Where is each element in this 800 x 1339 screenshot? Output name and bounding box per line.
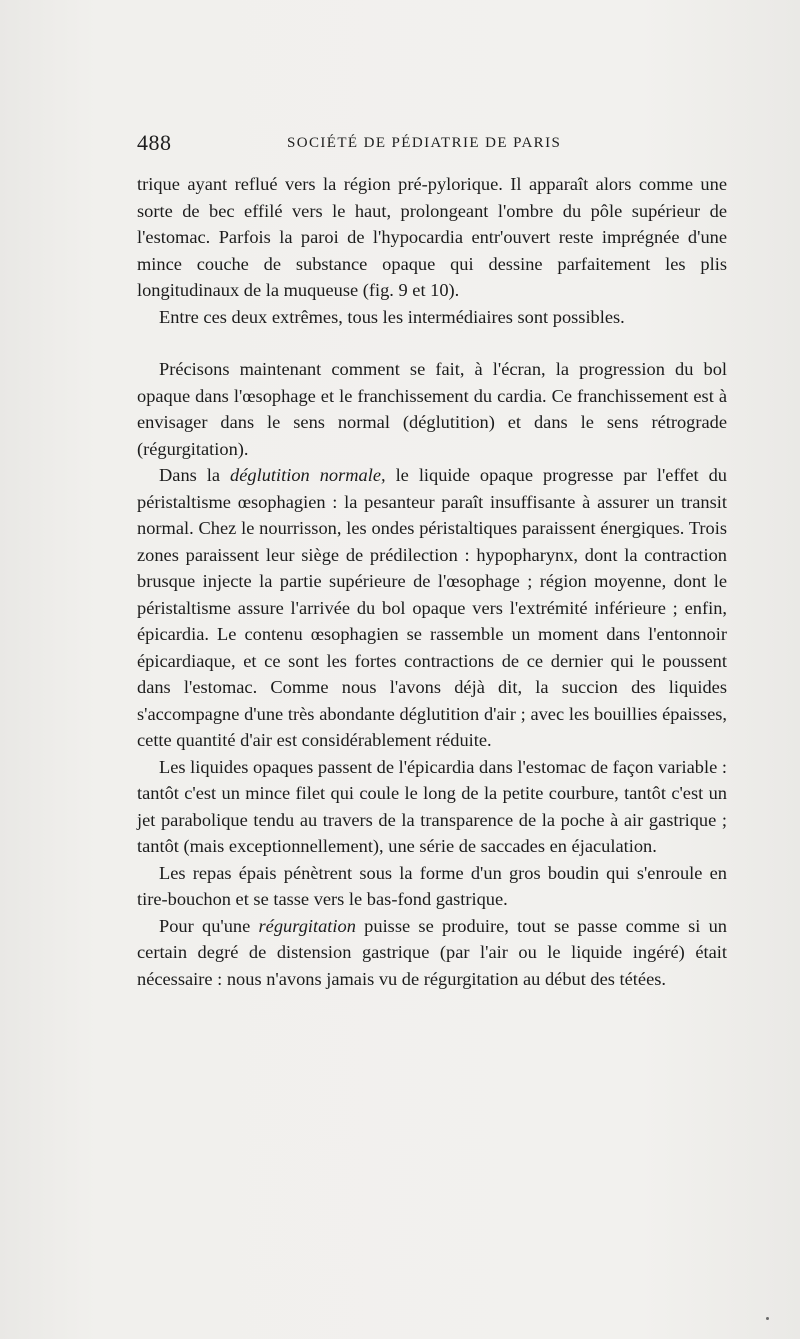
- paragraph-deglutition-body: le liquide opaque progresse par l'effet du péristaltisme œsophagien : la pesanteur paraît insuffisante à assurer un transit normal. Chez le nourrisson, les ondes péristaltiques paraissent énergiques. Trois zones paraissent leur siège de prédilection : hypopharynx, dont la contraction brusque injecte la partie supérieure de l'œsophage ; région moyenne, dont le péristaltisme assure l'arrivée du bol opaque vers l'extrémité inférieure ; enfin, épicardia. Le contenu œsophagien se rassemble un moment dans l'entonnoir épicardiaque, et ce sont les fortes contractions de ce dernier qui le poussent dans l'estomac. Comme nous l'avons déjà dit, la succion des liquides s'accompagne d'une très abondante déglutition d'air ; avec les bouillies épaisses, cette quantité d'air est considérablement réduite.: [137, 465, 728, 750]
- paragraph-deglutition: [137, 462, 727, 754]
- page-number: 488: [137, 130, 172, 155]
- term-deglutition-normale: déglutition normale,: [230, 465, 386, 485]
- term-regurgitation: régurgitation: [258, 915, 356, 936]
- paragraph-repas-epais: Les repas épais pénètrent sous la forme d'un gros boudin qui s'enroule en tire-bouchon et se tasse vers le bas-fond gastrique.: [137, 862, 727, 909]
- page-header: [137, 130, 727, 160]
- paragraph-regurgitation-lead: Pour qu'une: [159, 915, 259, 936]
- scan-speck: [766, 1317, 769, 1320]
- paragraph-liquides: Les liquides opaques passent de l'épicardia dans l'estomac de façon variable : tantôt c'est un mince filet qui coule le long de la petite courbure, tantôt c'est un jet parabolique tendu au travers de la transparence de la poche à air gastrique ; tantôt (mais exceptionnellement), une série de saccades en éjaculation.: [137, 756, 727, 856]
- paragraph-continuation: trique ayant reflué vers la région pré-pylorique. Il apparaît alors comme une sorte de bec effilé vers le haut, prolongeant l'ombre du pôle supérieur de l'estomac. Parfois la paroi de l'hypocardia entr'ouvert reste imprégnée d'une mince couche de substance opaque qui dessine parfaitement les plis longitudinaux de la muqueuse (fig. 9 et 10).: [137, 174, 727, 300]
- body-text: [137, 171, 727, 992]
- paragraph-deglutition-lead: Dans la: [159, 465, 231, 485]
- running-title: SOCIÉTÉ DE PÉDIATRIE DE PARIS: [287, 135, 562, 151]
- paragraph-progression: Précisons maintenant comment se fait, à l'écran, la progression du bol opaque dans l'œsophage et le franchissement du cardia. Ce franchissement est à envisager dans le sens normal (déglutition) et dans le sens rétrograde (régurgitation).: [137, 359, 727, 459]
- paragraph-regurgitation: [137, 913, 727, 993]
- paragraph-regurgitation-body: puisse se produire, tout se passe comme si un certain degré de distension gastrique (par l'air ou le liquide ingéré) était nécessaire : nous n'avons jamais vu de régurgitation au début des tétées.: [137, 915, 727, 989]
- paragraph-extremes: Entre ces deux extrêmes, tous les intermédiaires sont possibles.: [159, 306, 625, 327]
